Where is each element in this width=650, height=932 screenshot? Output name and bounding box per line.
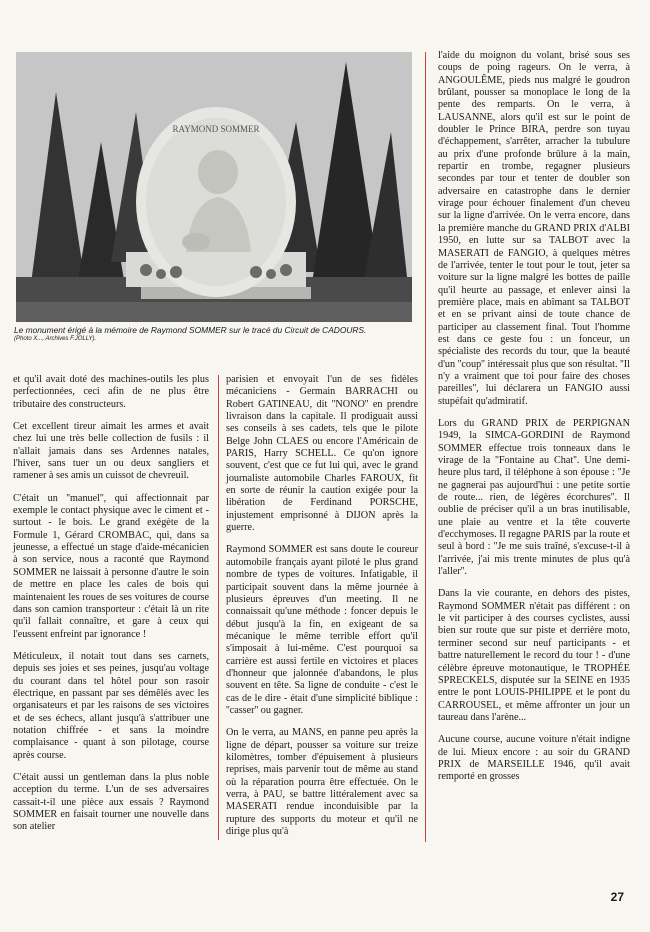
page-number: 27 xyxy=(610,890,624,904)
paragraph: Aucune course, aucune voiture n'était indigne de lui. Mieux encore : au soir du GRAND PRIX de MARSEILLE 1946, qu'il avait remporté en grosses xyxy=(438,734,630,783)
paragraph: Cet excellent tireur aimait les armes et avait chez lui une très belle collection de fusils : il n'allait jamais dans ses Ardennes natales, l'hiver, sans tuer un ou deux sangliers et ramener à ses amis un cuissot de chevreuil. xyxy=(13,421,209,482)
column-right xyxy=(438,50,630,784)
column-middle xyxy=(226,374,418,838)
paragraph: Raymond SOMMER est sans doute le coureur automobile français ayant piloté le plus grand nombre de types de voitures. Infatigable, il participait souvent dans la même journée à plusieurs épreuves d'un meeting. Il ne connaissait qu'une méthode : foncer depuis le début jusqu'à la fin, en exigeant de sa mécanique le même terrible effort qu'il s'imposait à lui-même. C'est pourquoi sa carrière est aussi fertile en victoires et places d'honneur que jalonnée d'abandons, le plus souvent en tête. Sa ligne de conduite - c'est le cas de le dire - était d'une simplicité biblique : ''casser'' ou gagner. xyxy=(226,544,418,716)
caption-text: Le monument érigé à la mémoire de Raymond SOMMER sur le tracé du Circuit de CADOURS. xyxy=(14,325,367,335)
paragraph: Méticuleux, il notait tout dans ses carnets, depuis ses joies et ses peines, jusqu'au voltage du courant dans tel hôtel pour son rasoir électrique, en passant par ses démêlés avec les organisateurs et par les raisons de ses victoires et de ses échecs, allant jusqu'à s'attribuer une notation chiffrée - et sans la moindre complaisance - quant à son pilotage, course après course. xyxy=(13,650,209,761)
photo-credit: (Photo X..., Archives F.JOLLY). xyxy=(14,336,97,342)
monument-illustration xyxy=(16,52,412,322)
monument-photo xyxy=(16,52,412,322)
paragraph: Dans la vie courante, en dehors des pistes, Raymond SOMMER n'était pas différent : on le vit participer à des courses cyclistes, aussi bien sur route que sur piste et derrière moto, terminer second sur neuf participants - et battre naturellement le record du tour ! - d'une célèbre épreuve motonautique, le TROPHÉE SPRECKELS, disputée sur la SEINE en 1935 entre le pont LOUIS-PHILIPPE et le pont du CARROUSEL, et même affronter un jour un taureau dans l'arène... xyxy=(438,588,630,723)
monument-inscription: RAYMOND SOMMER xyxy=(172,124,260,134)
paragraph: C'était un ''manuel'', qui affectionnait par exemple le contact physique avec le ciment et - surtout - le bois. Le grand exégète de la Formule 1, Gérard CROMBAC, qui, dans sa jeunesse, a effectué un stage d'aide-mécanicien à son service, nous a raconté que Raymond SOMMER ne laissait à personne d'autre le soin de mettre en place les cales de bois qui maintenaient les roues de ses voitures de course dans son camion transporteur : c'était là un rite qu'il fallait connaître, et gare à ceux qui l'eussent enfreint par ignorance ! xyxy=(13,492,209,640)
column-left xyxy=(13,374,209,834)
figure-caption xyxy=(14,325,416,343)
column-rule-right xyxy=(425,52,426,842)
paragraph: On le verra, au MANS, en panne peu après la ligne de départ, pousser sa voiture sur treize kilomètres, tomber d'épuisement à plusieurs reprises, mais parvenir tout de même au stand où la réparation pourra être effectuée. On le verra, à PAU, se battre littéralement avec sa MASERATI rendue inconduisible par la rupture des supports du moteur et qu'il ne dirige plus qu'à xyxy=(226,727,418,838)
paragraph: l'aide du moignon du volant, brisé sous ses coups de poing rageurs. On le verra, à ANGOULÊME, pieds nus malgré le goudron brûlant, pousser sa monoplace le long de la pente des remparts. On le verra, à LAUSANNE, alors qu'il est sur le point de doubler le Prince BIRA, perdre son tuyau d'échappement, s'arrêter, arracher la tubulure au prix d'une profonde brûlure à la main, repartir en trombe, regagner plusieurs secondes par tour et tenter de doubler son adversaire en catastrophe dans le dernier virage pour échouer finalement d'un cheveu sur la ligne d'arrivée. On le verra encore, dans la première manche du GRAND PRIX d'ALBI 1950, en lutte sur sa TALBOT avec la MASERATI de FANGIO, à quelques mètres de l'arrivée, tenter le tout pour le tout, jeter sa voiture sur la ligne malgré les bottes de paille qu'il heurte au passage, et enlever ainsi la première place, mais en abîmant sa TALBOT et en se privant ainsi de toute chance de participer au classement final. Tout l'homme est dans ce geste fou : un fonceur, un spécialiste des records du tour, que la beauté d'un ''coup'' intéressait plus que son résultat. ''Il n'y a vraiment que toi pour faire des choses pareilles'', lui déclarera un FANGIO aussi stupéfait qu'admiratif. xyxy=(438,50,630,407)
paragraph: et qu'il avait doté des machines-outils les plus perfectionnées, ceci afin de ne plus être tributaire des constructeurs. xyxy=(13,374,209,410)
paragraph: C'était aussi un gentleman dans la plus noble acception du terme. L'un de ses adversaires cassait-t-il une pièce aux essais ? Raymond SOMMER en faisait tourner une nouvelle dans son atelier xyxy=(13,771,209,833)
column-rule-left xyxy=(218,375,219,840)
paragraph: parisien et envoyait l'un de ses fidèles mécaniciens - Germain BARRACHI ou Robert GATINEAU, dit ''NONO'' en prendre livraison dans la capitale. Il prodiguait aussi ses conseils à ses cadets, tels que le pilote Belge John CLAES ou encore l'Américain de PARIS, Harry SCHELL. Ce qu'on ignore souvent, c'est que ce fut lui qui, avec le grand journaliste automobile Charles FAROUX, fit en sorte de réunir la caution exigée pour la libération de Ferdinand PORSCHE, injustement emprisonné à DIJON après la guerre. xyxy=(226,374,418,534)
paragraph: Lors du GRAND PRIX de PERPIGNAN 1949, la SIMCA-GORDINI de Raymond SOMMER effectue trois tonneaux dans le virage de la ''Fontaine au Chat''. Une demi-heure plus tard, il téléphone à son épouse : ''Je ne gagnerai pas aujourd'hui : une petite sortie de route... rien, de légères écorchures''. Il oublie de préciser qu'il a un bras inutilisable, une plaie au ventre et la tête couverte d'ecchymoses. Il regagne PARIS par la route et seul à bord : ''Je me suis traîné, s'excuse-t-il à l'arrivée, j'ai mis trente minutes de plus qu'à l'aller''. xyxy=(438,417,630,578)
